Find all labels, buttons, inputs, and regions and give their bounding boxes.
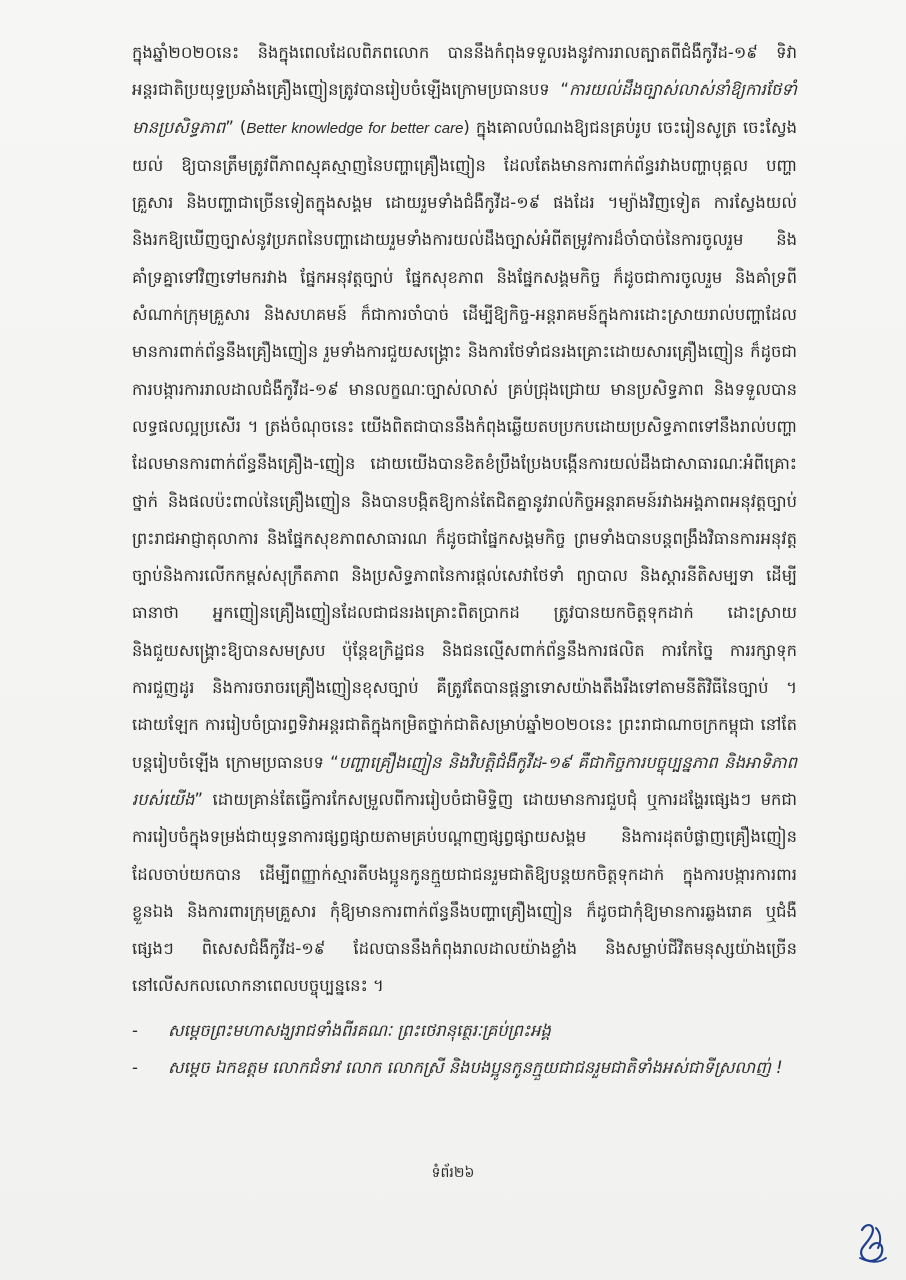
list-item xyxy=(132,1012,797,1049)
list-item xyxy=(132,1049,797,1086)
greeting-line: សម្ដេចព្រះមហាសង្ឃរាជទាំងពីរគណៈ ព្រះថេរានុត្ថេរៈគ្រប់ព្រះអង្គ xyxy=(168,1021,551,1040)
paragraph-part-4: ” ដោយគ្រាន់តែធ្វើការកែសម្រួលពីការរៀបចំជាមិទ្ទិញ ដោយមានការជួបជុំ ឬការដង្ហែរផ្សេងៗ មកជាការរៀបចំក្នុងទម្រង់ជាយុទ្ធនាការផ្សព្វផ្សាយតាមគ្រប់បណ្ដាញផ្សព្វផ្សាយសង្គម និងការដុតបំផ្លាញគ្រឿងញៀនដែលចាប់យកបាន ដើម្បីពញ្ញាក់ស្មារតីបងប្អូនកូនក្មួយជាជនរួមជាតិឱ្យបន្តយកចិត្តទុកដាក់ ក្នុងការបង្ការការពារខ្លួនឯង និងការពារក្រុមគ្រួសារ កុំឱ្យមានការពាក់ព័ន្ធនឹងបញ្ហាគ្រឿងញៀន ក៏ដូចជាកុំឱ្យមានការឆ្លងរោគ ឬជំងឺផ្សេងៗ ពិសេសជំងឺកូវីដ-១៩ ដែលបាននឹងកំពុងរាលដាលយ៉ាងខ្លាំង និងសម្លាប់ជីវិតមនុស្សយ៉ាងច្រើននៅលើសកលលោកនាពេលបច្ចុប្បន្ននេះ ។ xyxy=(132,789,797,996)
bullet-dash: - xyxy=(132,1058,138,1078)
bullet-dash: - xyxy=(132,1021,138,1040)
main-paragraph xyxy=(132,34,797,1005)
page-number: ទំព័រ២៦ xyxy=(431,1165,475,1181)
theme-title-english: Better knowledge for better care xyxy=(246,119,464,137)
paragraph-part-2: ” ( xyxy=(225,117,247,137)
theme-title-khmer: ការយល់ដឹងច្បាស់លាស់នាំឱ្យការថែទាំមានប្រសិទ្ធភាព xyxy=(132,80,797,137)
greeting-line: សម្ដេច ឯកឧត្ដម លោកជំទាវ លោក លោកស្រី និងបងប្អូនកូនក្មួយជាជនរួមជាតិទាំងអស់ជាទីស្រលាញ់ ! xyxy=(168,1058,783,1078)
paragraph-part-1: ក្នុងឆ្នាំ២០២០នេះ និងក្នុងពេលដែលពិភពលោក បាននឹងកំពុងទទួលរងនូវការរាលត្បាតពីជំងឺកូវីដ-១៩ ទិវាអន្តរជាតិប្រយុទ្ធប្រឆាំងគ្រឿងញៀនត្រូវបានរៀបចំឡើងក្រោមប្រធានបទ “ xyxy=(132,43,797,100)
theme-title-2020: បញ្ហាគ្រឿងញៀន និងវិបត្តិជំងឺកូវីដ-១៩ គឺជាកិច្ចការបច្ចុប្បន្នភាព និងអាទិភាពរបស់យើង xyxy=(132,752,797,809)
paragraph-part-3: ) ក្នុងគោលបំណងឱ្យជនគ្រប់រូប ចេះរៀនសូត្រ ចេះស្វែងយល់ ឱ្យបានត្រឹមត្រូវពីភាពស្មុគស្មាញនៃបញ្ហាគ្រឿងញៀន ដែលតែងមានការពាក់ព័ន្ធរវាងបញ្ហាបុគ្គល បញ្ហាគ្រួសារ និងបញ្ហាជាច្រើនទៀតក្នុងសង្គម ដោយរួមទាំងជំងឺកូវីដ-១៩ ផងដែរ ។ម្យ៉ាងវិញទៀត ការស្វែងយល់ និងរកឱ្យឃើញច្បាស់នូវប្រភពនៃបញ្ហាដោយរួមទាំងការយល់ដឹងច្បាស់អំពីតម្រូវការដ៏ចាំបាច់នៃការចូលរួម និងគាំទ្រគ្នាទៅវិញទៅមករវាង ផ្នែកអនុវត្តច្បាប់ ផ្នែកសុខភាព និងផ្នែកសង្គមកិច្ច ក៏ដូចជាការចូលរួម និងគាំទ្រពីសំណាក់ក្រុមគ្រួសារ និងសហគមន៍ ក៏ជាការចាំបាច់ ដើម្បីឱ្យកិច្ច-អន្តរាគមន៍ក្នុងការដោះស្រាយរាល់បញ្ហាដែលមានការពាក់ព័ន្ធនឹងគ្រឿងញៀន រួមទាំងការជួយសង្គ្រោះ និងការថែទាំជនរងគ្រោះដោយសារគ្រឿងញៀន ក៏ដូចជាការបង្ការការរាលដាលជំងឺកូវីដ-១៩ មានលក្ខណៈច្បាស់លាស់ គ្រប់ជ្រុងជ្រោយ មានប្រសិទ្ធភាព និងទទួលបានលទ្ធផលល្អប្រសើរ ។ ត្រង់ចំណុចនេះ យើងពិតជាបាននឹងកំពុងឆ្លើយតបប្រកបដោយប្រសិទ្ធភាពទៅនឹងរាល់បញ្ហា ដែលមានការពាក់ព័ន្ធនឹងគ្រឿង-ញៀន ដោយយើងបានខិតខំប្រឹងប្រែងបង្កើនការយល់ដឹងជាសាធារណៈអំពីគ្រោះថ្នាក់ និងផលប៉ះពាល់នៃគ្រឿងញៀន និងបានបង្កិតឱ្យកាន់តែជិតគ្នានូវរាល់កិច្ចអន្តរាគមន៍រវាងអង្គភាពអនុវត្តច្បាប់ ព្រះរាជអាជ្ញាតុលាការ និងផ្នែកសុខភាពសាធារណ ក៏ដូចជាផ្នែកសង្គមកិច្ច ព្រមទាំងបានបន្តពង្រឹងវិធានការអនុវត្តច្បាប់និងការលើកកម្ពស់សុក្រឹតភាព និងប្រសិទ្ធភាពនៃការផ្ដល់សេវាថែទាំ ព្យាបាល និងស្ដារនីតិសម្បទា ដើម្បីធានាថា អ្នកញៀនគ្រឿងញៀនដែលជាជនរងគ្រោះពិតប្រាកដ ត្រូវបានយកចិត្តទុកដាក់ ដោះស្រាយ និងជួយសង្គ្រោះឱ្យបានសមស្រប ប៉ុន្តែឧក្រិដ្ឋជន និងជនល្មើសពាក់ព័ន្ធនឹងការផលិត ការកែច្នៃ ការរក្សាទុក ការជួញដូរ និងការចរាចរគ្រឿងញៀនខុសច្បាប់ គឺត្រូវតែបានផ្ដន្ទាទោសយ៉ាងតឹងរឹងទៅតាមនីតិវិធីនៃច្បាប់ ។ ដោយឡែក ការរៀបចំប្រារព្ធទិវាអន្តរជាតិក្នុងកម្រិតថ្នាក់ជាតិសម្រាប់ឆ្នាំ២០២០នេះ ព្រះរាជាណាចក្រកម្ពុជា នៅតែបន្តរៀបចំឡើង ក្រោមប្រធានបទ “ xyxy=(132,117,798,772)
greeting-list xyxy=(132,1012,797,1087)
body-paragraph xyxy=(132,34,797,1005)
handwritten-initials-icon xyxy=(852,1218,892,1266)
